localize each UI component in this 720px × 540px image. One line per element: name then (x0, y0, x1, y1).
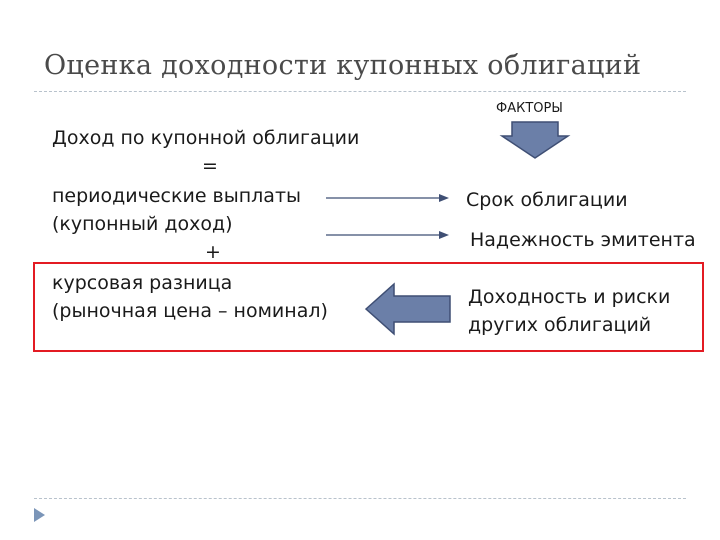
title-divider (34, 91, 686, 92)
factors-label: ФАКТОРЫ (496, 101, 563, 116)
market-price-minus-nominal-text: (рыночная цена – номинал) (52, 300, 328, 322)
slide-title: Оценка доходности купонных облигаций (44, 50, 642, 81)
factor-other-bonds-line1: Доходность и риски (468, 286, 671, 308)
price-difference-text: курсовая разница (52, 272, 233, 294)
arrow-to-term (322, 192, 452, 204)
factor-other-bonds-line2: других облигаций (468, 314, 652, 336)
left-arrow-icon (364, 282, 454, 336)
periodic-payments-text: периодические выплаты (52, 185, 302, 207)
factor-issuer-reliability: Надежность эмитента (470, 229, 696, 251)
equals-sign: = (202, 155, 218, 177)
coupon-income-text: (купонный доход) (52, 213, 233, 235)
down-arrow-icon (500, 122, 570, 164)
footer-divider (34, 498, 686, 499)
triangle-bullet-icon (34, 508, 46, 522)
coupon-income-heading: Доход по купонной облигации (52, 127, 360, 149)
arrow-to-reliability (322, 229, 452, 241)
plus-sign: + (205, 241, 221, 263)
factor-term: Срок облигации (466, 189, 628, 211)
